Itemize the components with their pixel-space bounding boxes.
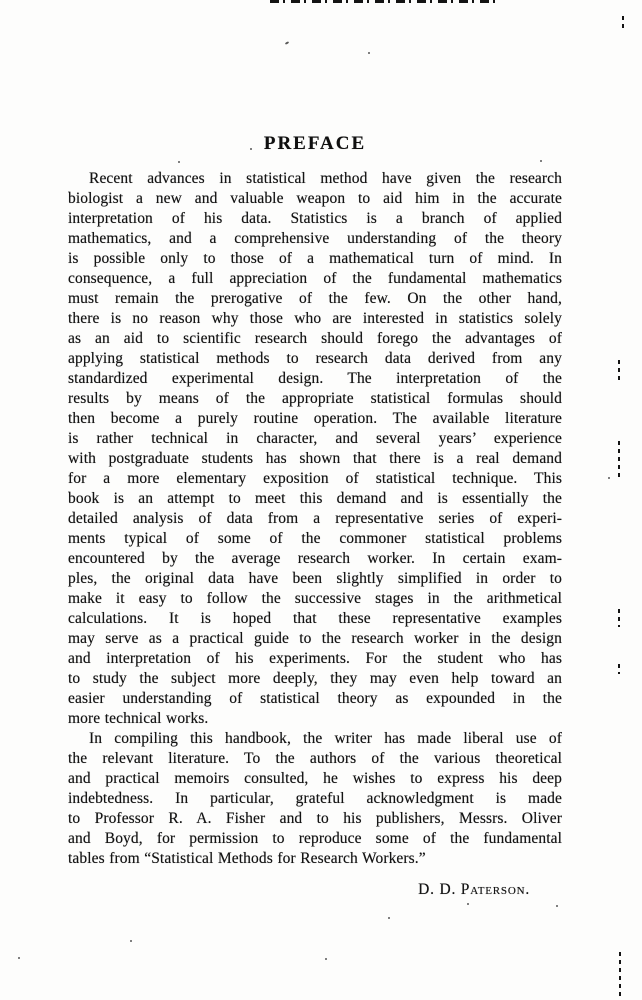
text-line: with postgraduate students has shown that there is a real demand <box>68 450 562 467</box>
text-line: results by means of the appropriate statistical formulas should <box>68 390 562 407</box>
text-line: detailed analysis of data from a representative series of experi- <box>68 510 562 527</box>
text-line: must remain the prerogative of the few. On the other hand, <box>68 290 562 307</box>
text-line: biologist a new and valuable weapon to aid him in the accurate <box>68 190 562 207</box>
text-line: and practical memoirs consulted, he wishes to express his deep <box>68 770 562 787</box>
text-line: indebtedness. In particular, grateful acknowledgment is made <box>68 790 562 807</box>
scan-artifact-right-dash <box>618 664 620 674</box>
text-line: Recent advances in statistical method have given the research <box>89 170 562 187</box>
text-line: book is an attempt to meet this demand and is essentially the <box>68 490 562 507</box>
text-block <box>68 133 562 899</box>
scan-speck <box>325 958 327 960</box>
text-line: make it easy to follow the successive stages in the arithmetical <box>68 590 562 607</box>
scan-artifact-right-dash <box>618 360 620 384</box>
scan-speck <box>285 41 289 45</box>
scan-speck <box>608 477 610 479</box>
text-line: consequence, a full appreciation of the fundamental mathematics <box>68 270 562 287</box>
paragraph <box>68 729 562 869</box>
page-title: PREFACE <box>263 133 367 154</box>
scan-artifact-right-dash <box>619 952 621 998</box>
text-line: easier understanding of statistical theory as expounded in the <box>68 690 562 707</box>
text-line: is rather technical in character, and several years’ experience <box>68 430 562 447</box>
text-line: for a more elementary exposition of statistical technique. This <box>68 470 562 487</box>
text-line: and interpretation of his experiments. For the student who has <box>68 650 562 667</box>
scan-speck <box>388 917 390 919</box>
text-line: is possible only to those of a mathematical turn of mind. In <box>68 250 562 267</box>
text-line: tables from “Statistical Methods for Research Workers.” <box>68 850 426 867</box>
text-line: ples, the original data have been slightly simplified in order to <box>68 570 562 587</box>
text-line: more technical works. <box>68 710 209 727</box>
paragraph <box>68 169 562 729</box>
text-line: In compiling this handbook, the writer has made liberal use of <box>89 730 562 747</box>
scan-speck <box>467 903 469 905</box>
text-line: and Boyd, for permission to reproduce some of the fundamental <box>68 830 562 847</box>
scan-artifact-top-edge <box>270 0 498 3</box>
text-line: may serve as a practical guide to the research worker in the design <box>68 630 562 647</box>
scan-artifact-right-dash <box>618 441 620 479</box>
text-line: interpretation of his data. Statistics is a branch of applied <box>68 210 562 227</box>
scan-speck <box>18 957 20 959</box>
author-signature: D. D. Paterson. <box>418 881 530 898</box>
text-line: mathematics, and a comprehensive understanding of the theory <box>68 230 562 247</box>
scan-speck <box>130 940 132 942</box>
scan-speck <box>556 905 558 907</box>
scan-artifact-right-dots <box>622 16 624 28</box>
preface-body <box>68 169 562 869</box>
text-line: there is no reason why those who are interested in statistics solely <box>68 310 562 327</box>
text-line: applying statistical methods to research data derived from any <box>68 350 562 367</box>
text-line: as an aid to scientific research should forego the advantages of <box>68 330 562 347</box>
scan-artifact-right-dash <box>618 609 620 627</box>
scan-speck <box>368 52 370 54</box>
text-line: encountered by the average research worker. In certain exam- <box>68 550 562 567</box>
text-line: to study the subject more deeply, they may even help toward an <box>68 670 562 687</box>
text-line: standardized experimental design. The interpretation of the <box>68 370 562 387</box>
text-line: calculations. It is hoped that these representative examples <box>68 610 562 627</box>
text-line: the relevant literature. To the authors of the various theoretical <box>68 750 562 767</box>
text-line: then become a purely routine operation. The available literature <box>68 410 562 427</box>
text-line: ments typical of some of the commoner statistical problems <box>68 530 562 547</box>
text-line: to Professor R. A. Fisher and to his publishers, Messrs. Oliver <box>68 810 562 827</box>
